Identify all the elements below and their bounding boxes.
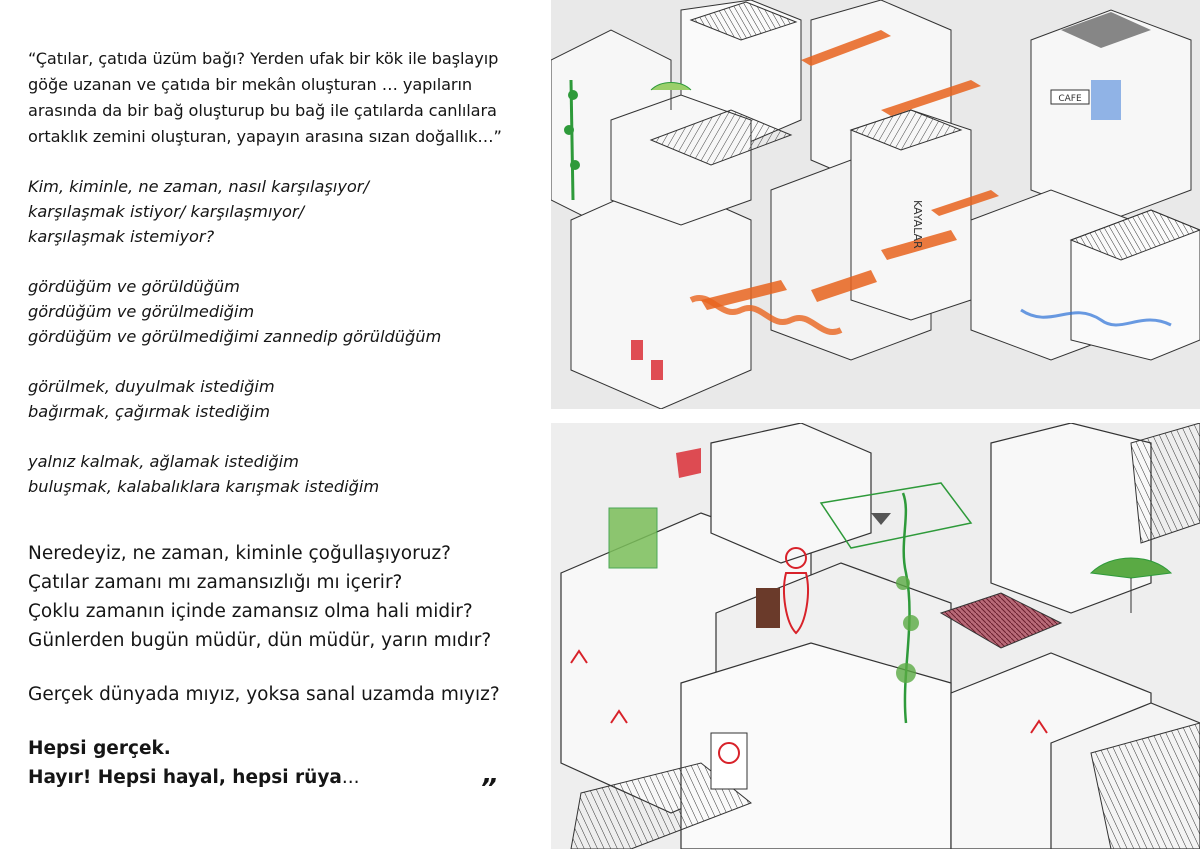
verse-line: görülmek, duyulmak istediğim <box>28 377 275 396</box>
stanza-1 <box>28 174 528 249</box>
verse-line: buluşmak, kalabalıklara karışmak istediğim <box>28 477 380 496</box>
verse-line: bağırmak, çağırmak istediğim <box>28 402 270 421</box>
rooftop-illustration-top <box>551 0 1200 409</box>
closing-quote-mark: ” <box>480 774 497 804</box>
intro-line: arasında da bir bağ oluşturup bu bağ ile çatılarda canlılara <box>28 101 497 120</box>
verse-line: yalnız kalmak, ağlamak istediğim <box>28 452 299 471</box>
intro-paragraph <box>28 46 528 150</box>
intro-line: ortaklık zemini oluşturan, yapayın arasına sızan doğallık…” <box>28 127 502 146</box>
verse-line: karşılaşmak istemiyor? <box>28 227 215 246</box>
verse-line: gördüğüm ve görüldüğüm <box>28 277 240 296</box>
verse-line: karşılaşmak istiyor/ karşılaşmıyor/ <box>28 202 305 221</box>
rooftop-drawing-bottom <box>551 423 1200 849</box>
question-line: Günlerden bugün müdür, dün müdür, yarın mıdır? <box>28 630 492 651</box>
poem-text-column <box>28 46 528 792</box>
rooftop-illustration-bottom <box>551 423 1200 849</box>
cafe-sign: CAFE <box>1058 94 1082 104</box>
intro-line: “Çatılar, çatıda üzüm bağı? Yerden ufak bir kök ile başlayıp <box>28 49 499 68</box>
question-line: Çatılar zamanı mı zamansızlığı mı içerir? <box>28 572 403 593</box>
verse-line: Kim, kiminle, ne zaman, nasıl karşılaşıyor/ <box>28 177 369 196</box>
question-line: Neredeyiz, ne zaman, kiminle çoğullaşıyoruz? <box>28 543 451 564</box>
ending-line-1: Hepsi gerçek. <box>28 738 171 759</box>
ending-block <box>28 734 528 792</box>
world-question <box>28 680 528 709</box>
stanza-3 <box>28 374 528 424</box>
ending-ellipsis: ... <box>341 767 360 788</box>
question-line: Gerçek dünyada mıyız, yoksa sanal uzamda mıyız? <box>28 684 500 705</box>
rooftop-drawing-top <box>551 0 1200 409</box>
questions-block <box>28 539 528 655</box>
verse-line: gördüğüm ve görülmediğimi zannedip görüldüğüm <box>28 327 442 346</box>
question-line: Çoklu zamanın içinde zamansız olma hali midir? <box>28 601 473 622</box>
stanza-4 <box>28 449 528 499</box>
verse-line: gördüğüm ve görülmediğim <box>28 302 255 321</box>
stanza-2 <box>28 274 528 349</box>
ending-line-2: Hayır! Hepsi hayal, hepsi rüya <box>28 767 342 788</box>
intro-line: göğe uzanan ve çatıda bir mekân oluşturan … yapıların <box>28 75 473 94</box>
vertical-sign: KAYALAR <box>911 200 924 249</box>
